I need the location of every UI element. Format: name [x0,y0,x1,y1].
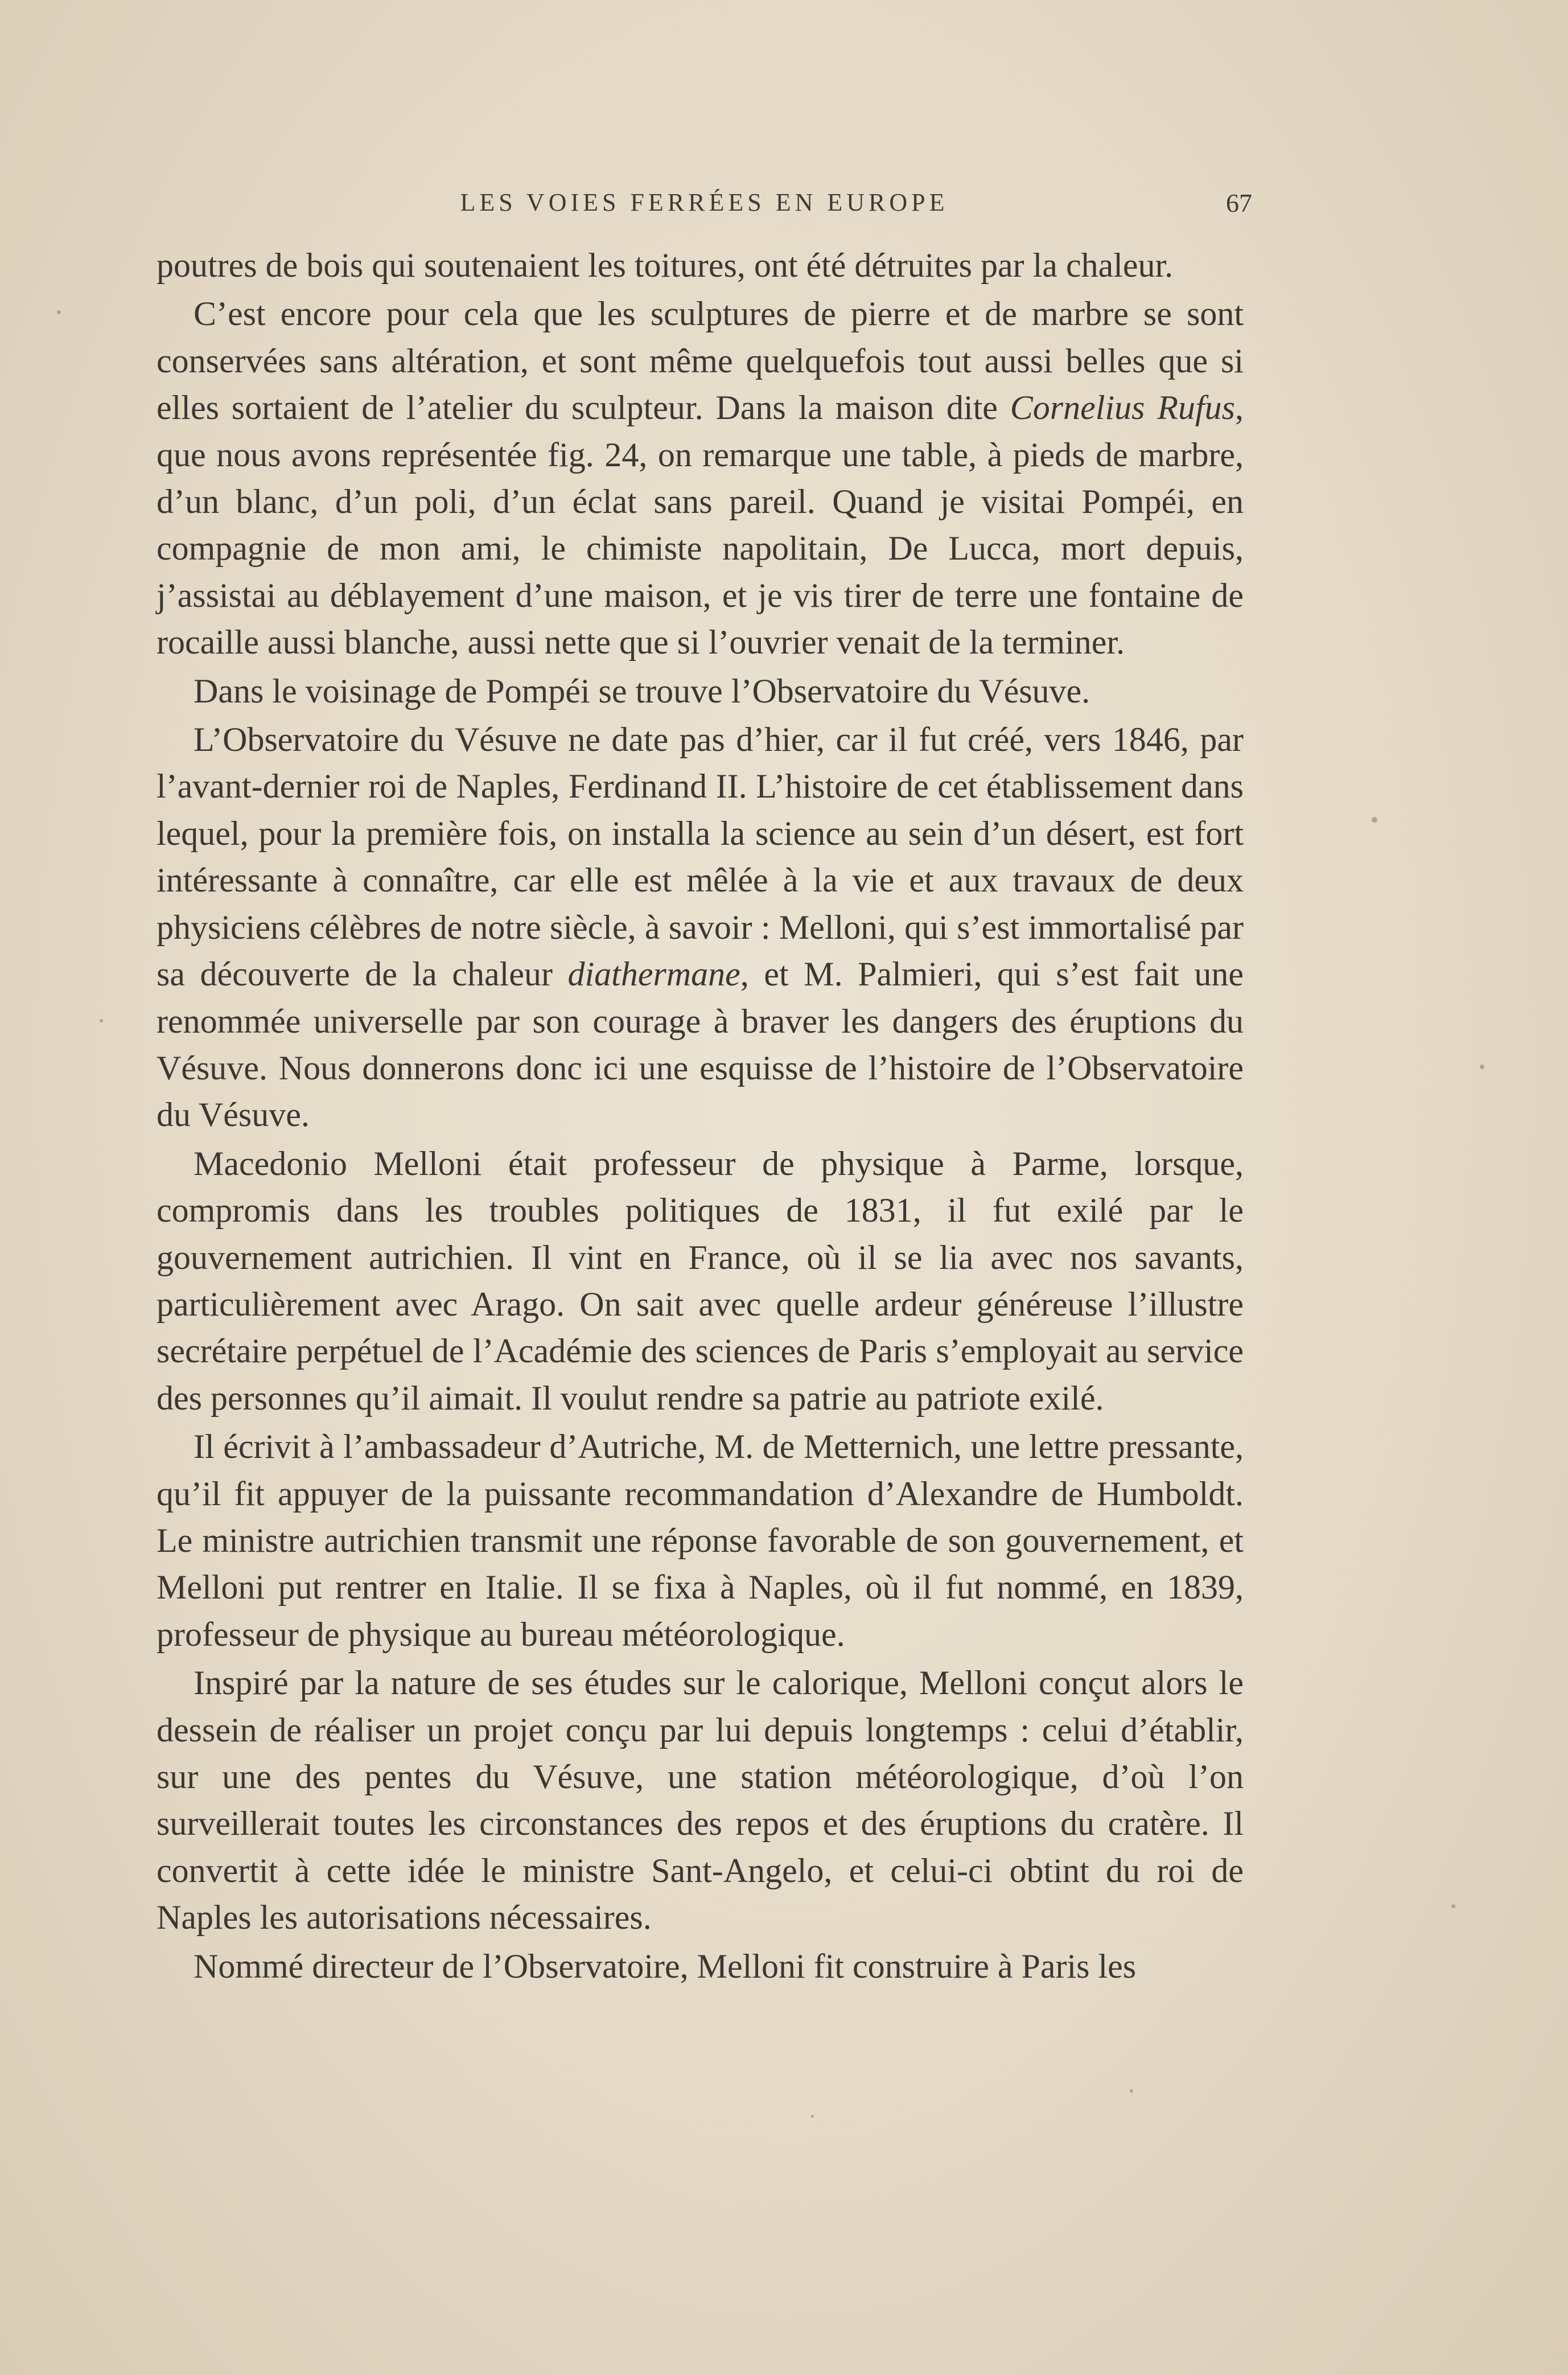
text-run: , et M. Palmieri, qui s’est fait une renommée universelle par son courage à braver les dangers des éruptions du Vésuve. Nous donnerons donc ici une esquisse de l’histoire de l’Observatoire du Vésuve. [157,955,1244,1134]
text-run: Nommé directeur de l’Observatoire, Melloni fit construire à Paris les [194,1947,1137,1985]
text-run: Dans le voisinage de Pompéi se trouve l’Observatoire du Vésuve. [194,672,1090,710]
paragraph [157,242,1244,289]
running-title: LES VOIES FERRÉES EN EUROPE [460,188,949,216]
text-run: poutres de bois qui soutenaient les toitures, ont été détruites par la chaleur. [157,246,1174,284]
text-run: Inspiré par la nature de ses études sur le calorique, Melloni conçut alors le dessein de réaliser un projet conçu par lui depuis longtemps : celui d’établir, sur une des pentes du Vésuve, une station météorologique, d’où l’on surveillerait toutes les circonstances des repos et des éruptions du cratère. Il convertit à cette idée le ministre Sant-Angelo, et celui-ci obtint du roi de Naples les autorisations nécessaires. [157,1664,1244,1937]
paper-speck [1372,817,1377,823]
paragraph [157,716,1244,1139]
text-run: C’est encore pour cela que les sculptures de pierre et de marbre se sont conservées sans altération, et sont même quelquefois tout aussi belles que si elles sortaient de l’atelier du sculpteur. Dans la maison dite [157,295,1244,427]
page-header [157,182,1252,228]
paragraph [157,290,1244,665]
paper-speck [1451,1904,1455,1908]
paper-speck [100,1019,103,1022]
body-text [157,242,1244,1990]
paragraph [157,1659,1244,1941]
paragraph [157,668,1244,714]
paper-speck [811,2115,814,2118]
text-run: , que nous avons représentée fig. 24, on remarque une table, à pieds de marbre, d’un blanc, d’un poli, d’un éclat sans pareil. Quand je visitai Pompéi, en compagnie de mon ami, le chimiste napolitain, De Lucca, mort depuis, j’assistai au déblayement d’une maison, et je vis tirer de terre une fontaine de rocaille aussi blanche, aussi nette que si l’ouvrier venait de la terminer. [157,389,1244,661]
paragraph [157,1423,1244,1658]
page-number: 67 [1226,188,1252,217]
paragraph [157,1943,1244,1990]
paragraph [157,1140,1244,1421]
text-run: Macedonio Melloni était professeur de physique à Parme, lorsque, compromis dans les troubles politiques de 1831, il fut exilé par le gouvernement autrichien. Il vint en France, où il se lia avec nos savants, particulièrement avec Arago. On sait avec quelle ardeur généreuse l’illustre secrétaire perpétuel de l’Académie des sciences de Paris s’employait au service des personnes qu’il aimait. Il voulut rendre sa patrie au patriote exilé. [157,1144,1244,1417]
italic-text-run: diathermane [567,955,740,993]
paper-speck [57,310,61,314]
paper-speck [1130,2089,1133,2093]
text-run: Il écrivit à l’ambassadeur d’Autriche, M. de Metternich, une lettre pressante, qu’il fit appuyer de la puissante recommandation d’Alexandre de Humboldt. Le ministre autrichien transmit une réponse favorable de son gouvernement, et Melloni put rentrer en Italie. Il se fixa à Naples, où il fut nommé, en 1839, professeur de physique au bureau météorologique. [157,1428,1244,1653]
italic-text-run: Cornelius Rufus [1010,389,1235,427]
paper-speck [1480,1065,1484,1069]
text-run: L’Observatoire du Vésuve ne date pas d’hier, car il fut créé, vers 1846, par l’avant-dernier roi de Naples, Ferdinand II. L’histoire de cet établissement dans lequel, pour la première fois, on installa la science au sein d’un désert, est fort intéressante à connaître, car elle est mêlée à la vie et aux travaux de deux physiciens célèbres de notre siècle, à savoir : Melloni, qui s’est immortalisé par sa découverte de la chaleur [157,721,1244,993]
